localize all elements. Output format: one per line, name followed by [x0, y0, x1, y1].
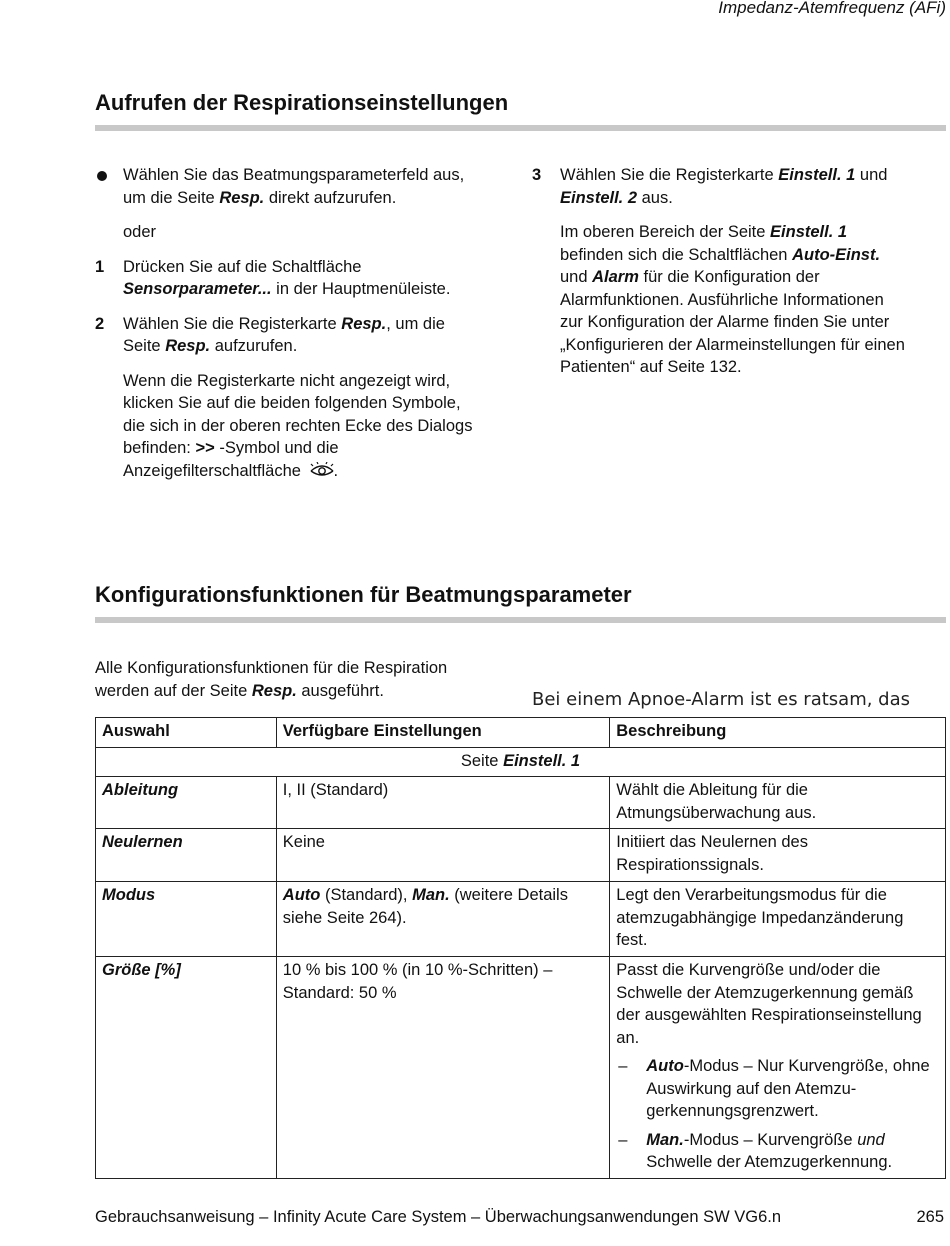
- configuration-table: [95, 717, 946, 1179]
- sub-text: -Modus – Nur Kurvengröße, ohne Auswirkung auf den Atemzu-gerkennungsgrenzwert.: [646, 1057, 930, 1120]
- footer-text: Gebrauchsanweisung – Infinity Acute Care System – Überwachungsanwendungen SW VG6.n: [95, 1208, 782, 1226]
- sub-bold: Auto: [646, 1057, 684, 1075]
- table-row: [96, 882, 946, 957]
- note-line: für die Konfiguration der: [638, 268, 820, 286]
- eye-icon: [310, 462, 334, 485]
- step3-bold: Einstell. 1: [778, 166, 856, 184]
- step2-bold: Resp.: [341, 314, 387, 333]
- column-header: Auswahl: [96, 718, 277, 748]
- selection-name: Ableitung: [102, 781, 179, 799]
- step-number: 1: [95, 257, 105, 276]
- description-cell: Wählt die Ableitung für die Atmungsüberwachung aus.: [610, 777, 946, 829]
- intro-bold: Resp.: [251, 681, 297, 700]
- sub-text: Schwelle der Atemzugerkennung.: [646, 1153, 893, 1171]
- sub-text: -Modus – Kurvengröße: [683, 1130, 858, 1149]
- note-line: Patienten“ auf Seite 132.: [560, 358, 742, 376]
- double-chevron-icon: >>: [195, 439, 215, 457]
- selection-cell: [96, 957, 277, 1179]
- note-line: „Konfigurieren der Alarmeinstellungen für einen: [560, 335, 905, 354]
- bullet-text-end: direkt aufzurufen.: [264, 188, 397, 207]
- step1-text: Drücken Sie auf die Schaltfläche: [123, 257, 362, 276]
- settings-cell: 10 % bis 100 % (in 10 %-Schritten) – Standard: 50 %: [276, 957, 609, 1179]
- sub-italic: und: [857, 1130, 885, 1149]
- column-header: Verfügbare Einstellungen: [276, 718, 609, 748]
- description-cell: Legt den Verarbeitungsmodus für die atemzugabhängige Impedanzänderung fest.: [610, 882, 946, 957]
- column-header: Beschreibung: [610, 718, 946, 748]
- description-cell: Initiiert das Neulernen des Respirationssignals.: [610, 829, 946, 882]
- dash-marker: –: [618, 1130, 628, 1149]
- note-line: -Symbol und die: [214, 439, 339, 457]
- note-line: die sich in der oberen rechten Ecke des Dialogs: [123, 416, 473, 435]
- description-cell: [610, 957, 946, 1179]
- sub-bold: Man.: [646, 1130, 684, 1149]
- selection-name: Modus: [102, 886, 156, 904]
- step2-text-c: Seite: [123, 337, 166, 355]
- running-header: Impedanz-Atemfrequenz (AFi): [718, 0, 946, 17]
- step2-text: Wählen Sie die Registerkarte: [123, 314, 342, 333]
- note-line: befinden:: [123, 439, 196, 457]
- selection-name: Größe [%]: [102, 961, 181, 979]
- note-line: Wenn die Registerkarte nicht angezeigt wird,: [123, 371, 451, 390]
- step3-text-b: und: [855, 166, 888, 184]
- step-number: 2: [95, 314, 105, 333]
- note-line: Alarmfunktionen. Ausführliche Informationen: [560, 290, 884, 309]
- section2-intro: [95, 657, 535, 702]
- note-line: und: [560, 268, 593, 286]
- bullet-bold: Resp.: [219, 188, 265, 207]
- section-rule: [95, 617, 946, 623]
- note-line: klicken Sie auf die beiden folgenden Symbole,: [123, 394, 461, 412]
- note-line: zur Konfiguration der Alarme finden Sie unter: [560, 313, 890, 331]
- intro-line: werden auf der Seite: [95, 681, 252, 700]
- note-line: Im oberen Bereich der Seite: [560, 223, 771, 241]
- page-label-prefix: Seite: [460, 751, 504, 770]
- table-row: [96, 777, 946, 829]
- settings-bold: Auto: [282, 886, 321, 904]
- note-line: Anzeigefilterschaltfläche: [123, 461, 301, 480]
- step-3: [532, 164, 947, 209]
- step3-bold-2: Einstell. 2: [560, 188, 638, 207]
- overlay-text: Bei einem Apnoe-Alarm ist es ratsam, das: [532, 689, 911, 710]
- note-bold: Einstell. 1: [770, 223, 848, 241]
- settings-text: (weitere Details siehe Seite 264).: [282, 886, 568, 927]
- selection-cell: [96, 777, 277, 829]
- settings-bold: Man.: [412, 886, 450, 904]
- step2-note: [95, 370, 515, 485]
- step3-note: [532, 221, 947, 379]
- intro-line: ausgeführt.: [296, 681, 384, 700]
- step1-bold: Sensorparameter...: [123, 280, 272, 298]
- step3-text-c: aus.: [637, 188, 673, 207]
- note-bold: Auto-Einst.: [792, 245, 881, 264]
- settings-cell: [276, 882, 609, 957]
- left-column: [95, 164, 515, 484]
- intro-line: Alle Konfigurationsfunktionen für die Respiration: [95, 659, 448, 677]
- sub-item-manual: [616, 1129, 939, 1174]
- section-rule: [95, 125, 946, 131]
- right-column: [532, 164, 947, 379]
- step2-bold-2: Resp.: [165, 337, 211, 355]
- table-page-row: [96, 747, 946, 777]
- section-title-respiration-settings: Aufrufen der Respirationseinstellungen: [95, 90, 509, 115]
- step-2: [95, 313, 515, 358]
- note-end: .: [333, 461, 339, 480]
- bullet-text-cont: um die Seite: [123, 188, 220, 207]
- bullet-dot: [97, 171, 107, 181]
- settings-cell: I, II (Standard): [276, 777, 609, 829]
- page-number: 265: [916, 1208, 944, 1226]
- section-title-configuration: Konfigurationsfunktionen für Beatmungsparameter: [95, 582, 632, 607]
- step2-text-b: , um die: [386, 314, 445, 333]
- bullet-text: Wählen Sie das Beatmungsparameterfeld aus,: [123, 166, 465, 184]
- step-number: 3: [532, 166, 542, 184]
- selection-cell: [96, 829, 277, 882]
- bullet-item: [95, 164, 515, 209]
- table-row: [96, 829, 946, 882]
- step2-text-d: aufzurufen.: [210, 337, 298, 355]
- settings-cell: Keine: [276, 829, 609, 882]
- page-label-bold: Einstell. 1: [503, 751, 581, 770]
- selection-cell: [96, 882, 277, 957]
- oder-text: oder: [123, 223, 157, 241]
- step3-text: Wählen Sie die Registerkarte: [560, 166, 779, 184]
- step-1: [95, 256, 515, 301]
- table-header-row: [96, 718, 946, 748]
- table-row: [96, 957, 946, 1179]
- description-text: Passt die Kurvengröße und/oder die Schwelle der Atemzugerkennung gemäß der ausgewählten Respirationseinstellung an.: [616, 961, 922, 1047]
- dash-marker: –: [618, 1057, 628, 1075]
- page-label-cell: [96, 747, 946, 777]
- step1-rest: in der Hauptmenüleiste.: [271, 280, 451, 298]
- sub-item-auto: [616, 1055, 939, 1123]
- note-line: befinden sich die Schaltflächen: [560, 245, 793, 264]
- note-bold: Alarm: [592, 268, 639, 286]
- settings-text: (Standard),: [320, 886, 413, 904]
- selection-name: Neulernen: [102, 833, 183, 851]
